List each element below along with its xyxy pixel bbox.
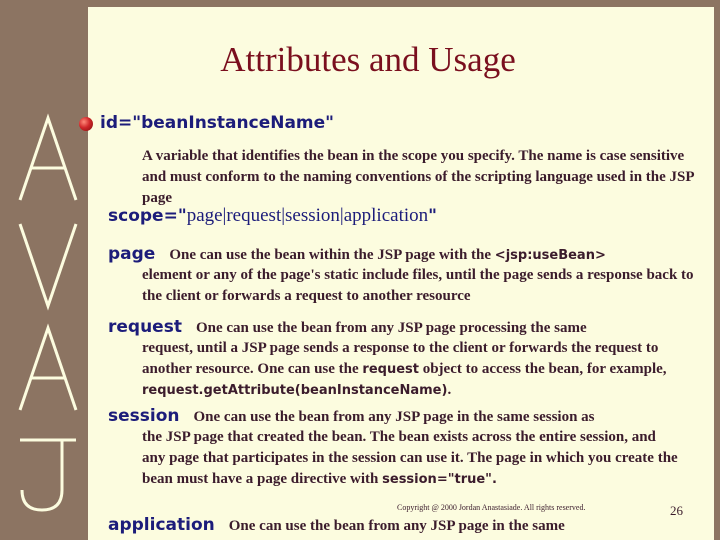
java-letter-a-bottom [20,328,76,410]
item-page [108,244,606,264]
application-first-line: One can use the bean from any JSP page in the same [228,518,565,534]
java-letter-j [20,440,76,510]
scope-suffix: " [428,206,437,226]
page-code: <jsp:useBean> [494,248,606,263]
request-rest-end: . [447,382,452,398]
scope-options: page|request|session|application [186,205,429,226]
term-request: request [108,317,182,337]
term-application: application [108,515,215,535]
item-request [108,317,587,337]
scope-prefix: scope=" [108,206,187,226]
request-rest-before: request, until a JSP page sends a response to the client or forwards the request to another resource. One can use the [142,340,659,377]
bullet-icon [79,117,93,131]
id-attribute: id="beanInstanceName" [100,113,335,133]
page-rest: element or any of the page's static include files, until the page sends a response back to the client or forwards a request to another resource [142,267,694,304]
term-page: page [108,244,156,264]
session-first-line: One can use the bean from any JSP page in the same session as [193,409,595,425]
page-title: Attributes and Usage [220,40,516,79]
request-code1: request [362,362,419,377]
page-number: 26 [670,503,683,518]
session-code: session="true". [382,472,497,487]
request-rest [142,338,702,401]
term-session: session [108,406,180,426]
item-session [108,406,595,426]
request-code2: request.getAttribute(beanInstanceName) [142,383,448,398]
session-rest-text: the JSP page that created the bean. The bean exists across the entire session, and any page that participates in the session can use it. The page in which you create the bean must have a page directive with [142,429,678,487]
page-first-line: One can use the bean within the JSP page with the [169,247,492,263]
java-letter-v [20,224,76,306]
scope-attribute [108,205,437,227]
request-first-line: One can use the bean from any JSP page processing the same [195,320,587,336]
request-rest-mid: object to access the bean, for example, [422,361,667,377]
java-letter-a-top [20,118,76,200]
copyright: Copyright @ 2000 Jordan Anastasiade. All rights reserved. [397,503,586,512]
session-rest [142,427,682,490]
item-application [108,515,565,535]
id-description: A variable that identifies the bean in the scope you specify. The name is case sensitive and must conform to the naming conventions of the scripting language used in the JSP page [142,148,694,206]
java-logo-sidebar [0,0,88,540]
